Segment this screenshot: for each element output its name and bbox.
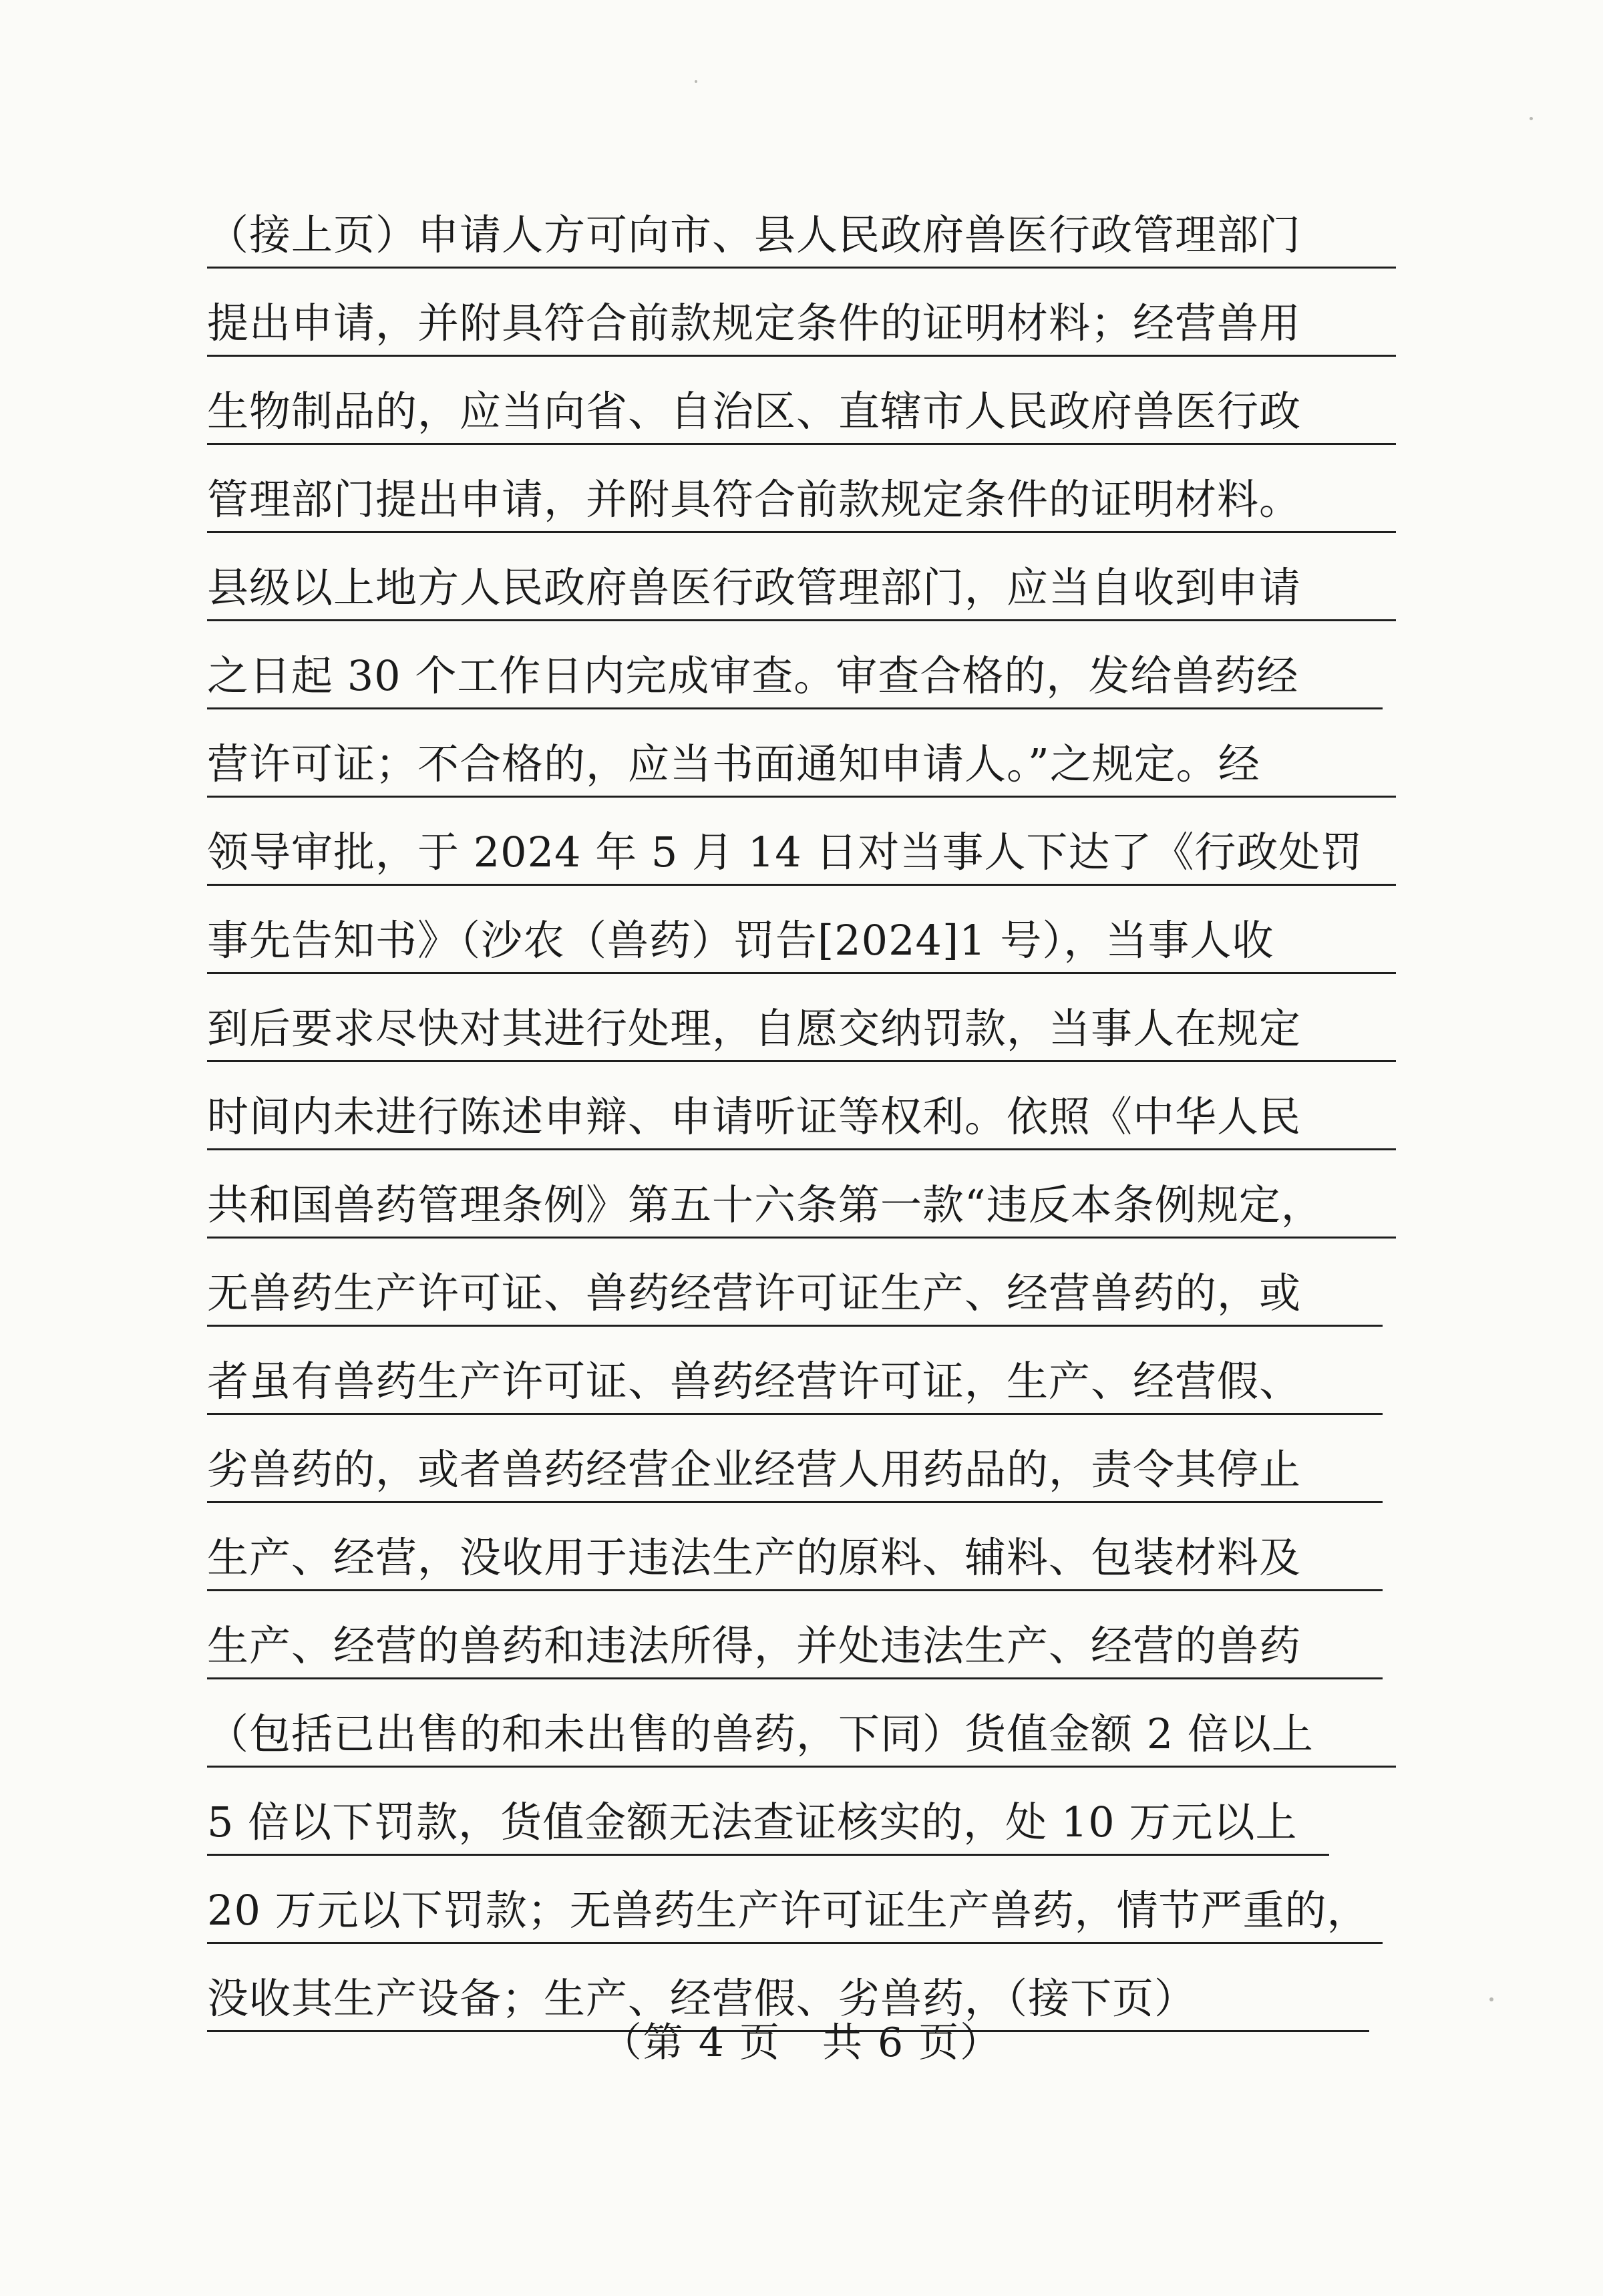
text-line-content: 无兽药生产许可证、兽药经营许可证生产、经营兽药的，或 (207, 1269, 1302, 1317)
text-line-content: 生产、经营的兽药和违法所得，并处违法生产、经营的兽药 (207, 1621, 1302, 1670)
text-line (207, 1327, 1443, 1415)
text-line-content: 5 倍以下罚款，货值金额无法查证核实的，处 10 万元以上 (207, 1798, 1298, 1846)
text-line (207, 1062, 1443, 1150)
text-line-content: 劣兽药的，或者兽药经营企业经营人用药品的，责令其停止 (207, 1445, 1302, 1494)
text-line (207, 1239, 1443, 1327)
text-line-content: （包括已出售的和未出售的兽药，下同）货值金额 2 倍以上 (207, 1709, 1314, 1758)
text-line (207, 1679, 1443, 1768)
text-line-content: 者虽有兽药生产许可证、兽药经营许可证，生产、经营假、 (207, 1357, 1302, 1406)
text-line (207, 445, 1443, 533)
text-line (207, 709, 1443, 798)
text-line-content: 管理部门提出申请，并附具符合前款规定条件的证明材料。 (207, 475, 1302, 524)
text-line-content: 提出申请，并附具符合前款规定条件的证明材料；经营兽用 (207, 299, 1302, 347)
text-line (207, 621, 1443, 709)
text-line-content: 共和国兽药管理条例》第五十六条第一款“违反本条例规定， (207, 1180, 1323, 1229)
body-text (207, 180, 1443, 2032)
text-line-content: 到后要求尽快对其进行处理，自愿交纳罚款，当事人在规定 (207, 1004, 1302, 1053)
text-line-content: 事先告知书》（沙农（兽药）罚告[2024]1 号），当事人收 (207, 916, 1274, 965)
text-line-content: 生产、经营，没收用于违法生产的原料、辅料、包装材料及 (207, 1533, 1302, 1582)
text-line (207, 886, 1443, 974)
scan-speck (1489, 1997, 1493, 2001)
page-number: （第 4 页 共 6 页） (601, 2019, 1002, 2066)
text-line-content: 之日起 30 个工作日内完成审查。审查合格的，发给兽药经 (207, 651, 1299, 700)
text-line (207, 357, 1443, 445)
text-line-content: 时间内未进行陈述申辩、申请听证等权利。依照《中华人民 (207, 1092, 1302, 1141)
text-line-content: 营许可证；不合格的，应当书面通知申请人。”之规定。经 (207, 740, 1260, 788)
text-line-content: 领导审批，于 2024 年 5 月 14 日对当事人下达了《行政处罚 (207, 828, 1363, 876)
text-line (207, 1503, 1443, 1591)
text-line (207, 798, 1443, 886)
text-line-content: 生物制品的，应当向省、自治区、直辖市人民政府兽医行政 (207, 387, 1302, 436)
text-line-content: 县级以上地方人民政府兽医行政管理部门，应当自收到申请 (207, 563, 1302, 612)
text-line (207, 1856, 1443, 1944)
text-line (207, 1591, 1443, 1679)
scan-speck (695, 80, 697, 83)
text-line (207, 1415, 1443, 1503)
text-line-content: 没收其生产设备；生产、经营假、劣兽药，（接下页） (207, 1974, 1197, 2023)
text-line (207, 1768, 1443, 1856)
text-line (207, 1150, 1443, 1239)
text-line-content: 20 万元以下罚款；无兽药生产许可证生产兽药，情节严重的， (207, 1886, 1369, 1935)
text-line (207, 974, 1443, 1062)
text-line (207, 180, 1443, 269)
text-line (207, 269, 1443, 357)
text-line (207, 533, 1443, 621)
text-line-content: （接上页）申请人方可向市、县人民政府兽医行政管理部门 (207, 210, 1302, 259)
scan-speck (1530, 117, 1533, 120)
